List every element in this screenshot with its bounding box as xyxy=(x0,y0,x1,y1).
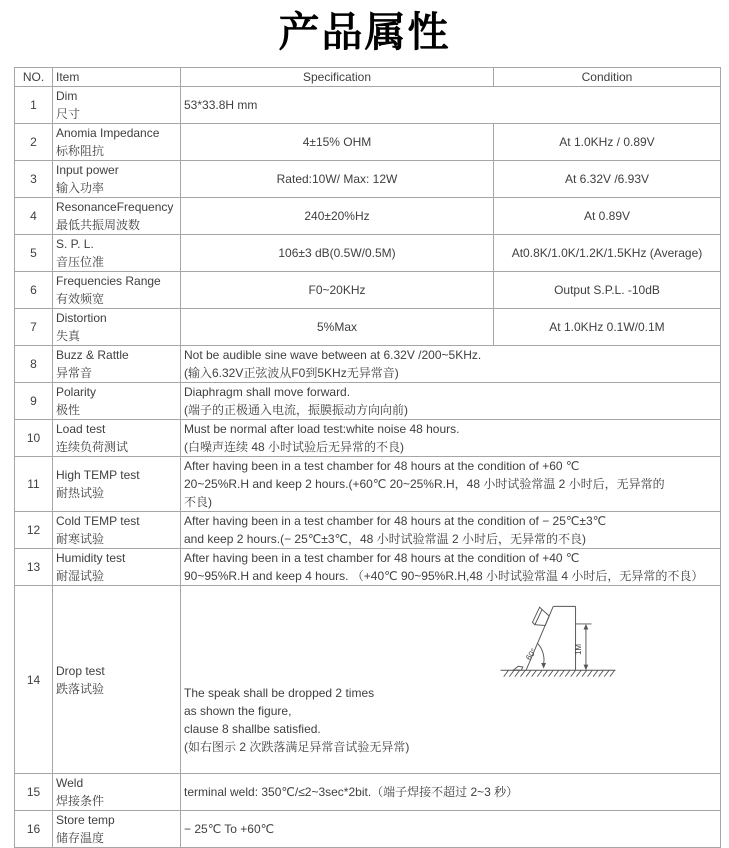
figure-height-label: 1M xyxy=(574,643,584,656)
condition-cell: At0.8K/1.0K/1.2K/1.5KHz (Average) xyxy=(494,235,721,272)
item-name-en: Distortion xyxy=(56,311,107,325)
condition-cell: At 6.32V /6.93V xyxy=(494,161,721,198)
row-number: 6 xyxy=(15,272,53,309)
table-row xyxy=(15,549,721,586)
drop-test-note xyxy=(184,684,717,756)
item-name-en: Polarity xyxy=(56,385,97,399)
table-row xyxy=(15,811,721,848)
angle-arc xyxy=(537,643,544,664)
table-header xyxy=(15,68,721,87)
item-cell xyxy=(53,198,181,235)
specification-cell: 240±20%Hz xyxy=(181,198,494,235)
spec-line: After having been in a test chamber for 48 hours at the condition of − 25℃±3℃ xyxy=(184,514,607,528)
spec-line: After having been in a test chamber for 48 hours at the condition of +60 ℃ xyxy=(184,459,580,473)
arrow-up-icon xyxy=(584,624,589,630)
item-cell xyxy=(53,87,181,124)
table-row xyxy=(15,87,721,124)
table-row xyxy=(15,457,721,512)
angle-arrow-icon xyxy=(541,663,546,669)
item-cell xyxy=(53,272,181,309)
row-number: 13 xyxy=(15,549,53,586)
specification-cell: 5%Max xyxy=(181,309,494,346)
item-cell xyxy=(53,346,181,383)
table-row xyxy=(15,420,721,457)
condition-cell: At 0.89V xyxy=(494,198,721,235)
item-name-zh: 标称阻抗 xyxy=(56,144,105,158)
item-name-zh: 输入功率 xyxy=(56,181,105,195)
spec-line: Diaphragm shall move forward. xyxy=(184,385,351,399)
spec-line: (输入6.32V正弦波从F0到5KHz无异常音) xyxy=(184,366,399,380)
row-number: 5 xyxy=(15,235,53,272)
condition-cell: Output S.P.L. -10dB xyxy=(494,272,721,309)
spec-line: (如右图示 2 次跌落满足异常音试验无异常) xyxy=(184,740,410,754)
figure-ground-hatch xyxy=(504,670,615,676)
row-number: 7 xyxy=(15,309,53,346)
item-cell xyxy=(53,811,181,848)
spec-line: Must be normal after load test:white noise 48 hours. xyxy=(184,422,460,436)
item-name-en: Load test xyxy=(56,422,106,436)
item-name-zh: 最低共振周波数 xyxy=(56,218,141,232)
table-row xyxy=(15,124,721,161)
table-row xyxy=(15,235,721,272)
item-cell xyxy=(53,124,181,161)
item-name-zh: 跌落试验 xyxy=(56,681,105,696)
item-name-en: Weld xyxy=(56,776,84,790)
item-name-zh: 异常音 xyxy=(56,366,93,380)
item-name-zh: 失真 xyxy=(56,329,81,343)
specification-cell xyxy=(181,512,721,549)
specification-cell: Rated:10W/ Max: 12W xyxy=(181,161,494,198)
condition-cell: At 1.0KHz 0.1W/0.1M xyxy=(494,309,721,346)
item-name-zh: 耐湿试验 xyxy=(56,569,105,583)
item-name-zh: 音压位准 xyxy=(56,255,105,269)
item-name-zh: 焊接条件 xyxy=(56,794,105,808)
spec-line: 90~95%R.H and keep 4 hours. （+40℃ 90~95%R.H,48 小时试验常温 4 小时后，无异常的不良） xyxy=(184,569,704,583)
item-name-zh: 耐寒试验 xyxy=(56,532,105,546)
row-number: 9 xyxy=(15,383,53,420)
specification-cell xyxy=(181,774,721,811)
item-cell xyxy=(53,774,181,811)
item-cell xyxy=(53,161,181,198)
spec-line: and keep 2 hours.(− 25℃±3℃，48 小时试验常温 2 小时后，无异常的不良) xyxy=(184,532,586,546)
item-name-en: Humidity test xyxy=(56,551,126,565)
specification-cell: 106±3 dB(0.5W/0.5M) xyxy=(181,235,494,272)
row-number: 14 xyxy=(15,586,53,774)
spec-line: (白噪声连续 48 小时试验后无异常的不良) xyxy=(184,440,405,454)
item-cell xyxy=(53,235,181,272)
item-name-zh: 有效频宽 xyxy=(56,292,105,306)
row-number: 4 xyxy=(15,198,53,235)
table-row xyxy=(15,161,721,198)
spec-line: After having been in a test chamber for 48 hours at the condition of +40 ℃ xyxy=(184,551,580,565)
document-page xyxy=(0,6,729,847)
spec-line: terminal weld: 350℃/≤2~3sec*2bit.（端子焊接不超过 2~3 秒） xyxy=(184,785,519,799)
item-name-zh: 储存温度 xyxy=(56,831,105,845)
item-name-en: Input power xyxy=(56,163,119,177)
header-no: NO. xyxy=(15,68,53,87)
header-specification: Specification xyxy=(181,68,494,87)
item-cell xyxy=(53,420,181,457)
item-name-en: Frequencies Range xyxy=(56,274,161,288)
row-number: 2 xyxy=(15,124,53,161)
table-row xyxy=(15,198,721,235)
header-item: Item xyxy=(53,68,181,87)
row-number: 15 xyxy=(15,774,53,811)
figure-foot xyxy=(513,666,523,670)
item-name-zh: 尺寸 xyxy=(56,107,81,121)
speaker-rim xyxy=(532,607,542,625)
item-name-en: Cold TEMP test xyxy=(56,514,140,528)
row-number: 12 xyxy=(15,512,53,549)
page-title: 产品属性 xyxy=(278,9,451,55)
table-row xyxy=(15,512,721,549)
figure-angle-label: 60° xyxy=(524,646,539,662)
row-number: 1 xyxy=(15,87,53,124)
item-name-zh: 连续负荷测试 xyxy=(56,440,129,454)
header-condition: Condition xyxy=(494,68,721,87)
item-cell xyxy=(53,309,181,346)
spec-line: The speak shall be dropped 2 times xyxy=(184,686,375,700)
specification-cell xyxy=(181,383,721,420)
table-row xyxy=(15,346,721,383)
table-row xyxy=(15,309,721,346)
specification-cell xyxy=(181,420,721,457)
specification-cell xyxy=(181,346,721,383)
row-number: 11 xyxy=(15,457,53,512)
spec-line: as shown the figure, xyxy=(184,704,292,718)
item-name-en: Drop test xyxy=(56,663,105,678)
specification-cell xyxy=(181,811,721,848)
spec-line: (端子的正极通入电流，振膜振动方向向前) xyxy=(184,403,408,417)
arrow-down-icon xyxy=(584,665,589,671)
table-row xyxy=(15,383,721,420)
item-name-en: S. P. L. xyxy=(56,237,94,251)
specification-cell xyxy=(181,457,721,512)
item-cell xyxy=(53,549,181,586)
row-number: 3 xyxy=(15,161,53,198)
specification-cell: 4±15% OHM xyxy=(181,124,494,161)
specification-cell xyxy=(181,586,721,774)
row-number: 8 xyxy=(15,346,53,383)
specification-cell xyxy=(181,549,721,586)
specification-cell: F0~20KHz xyxy=(181,272,494,309)
table-row xyxy=(15,586,721,774)
spec-line: − 25℃ To +60℃ xyxy=(184,822,275,836)
header-row xyxy=(15,68,721,87)
condition-cell: At 1.0KHz / 0.89V xyxy=(494,124,721,161)
item-cell xyxy=(53,383,181,420)
drop-test-figure xyxy=(494,600,622,683)
row-number: 16 xyxy=(15,811,53,848)
item-cell xyxy=(53,512,181,549)
spec-line: 不良) xyxy=(184,495,212,509)
specification-cell xyxy=(181,87,721,124)
spec-line: 20~25%R.H and keep 2 hours.(+60℃ 20~25%R.H，48 小时试验常温 2 小时后，无异常的 xyxy=(184,477,665,491)
item-cell xyxy=(53,457,181,512)
item-name-zh: 极性 xyxy=(56,403,81,417)
item-name-en: ResonanceFrequency xyxy=(56,200,174,214)
spec-line: clause 8 shallbe satisfied. xyxy=(184,722,321,736)
spec-line: Not be audible sine wave between at 6.32V /200~5KHz. xyxy=(184,348,482,362)
product-attributes-table xyxy=(14,67,721,848)
item-name-en: Anomia Impedance xyxy=(56,126,160,140)
item-name-en: Store temp xyxy=(56,813,115,827)
item-cell xyxy=(53,586,181,774)
table-body xyxy=(15,87,721,848)
table-row xyxy=(15,272,721,309)
item-name-en: Buzz & Rattle xyxy=(56,348,129,362)
item-name-en: Dim xyxy=(56,89,78,103)
row-number: 10 xyxy=(15,420,53,457)
spec-line: 53*33.8H mm xyxy=(184,98,258,112)
item-name-zh: 耐热试验 xyxy=(56,486,105,500)
item-name-en: High TEMP test xyxy=(56,468,140,482)
table-row xyxy=(15,774,721,811)
